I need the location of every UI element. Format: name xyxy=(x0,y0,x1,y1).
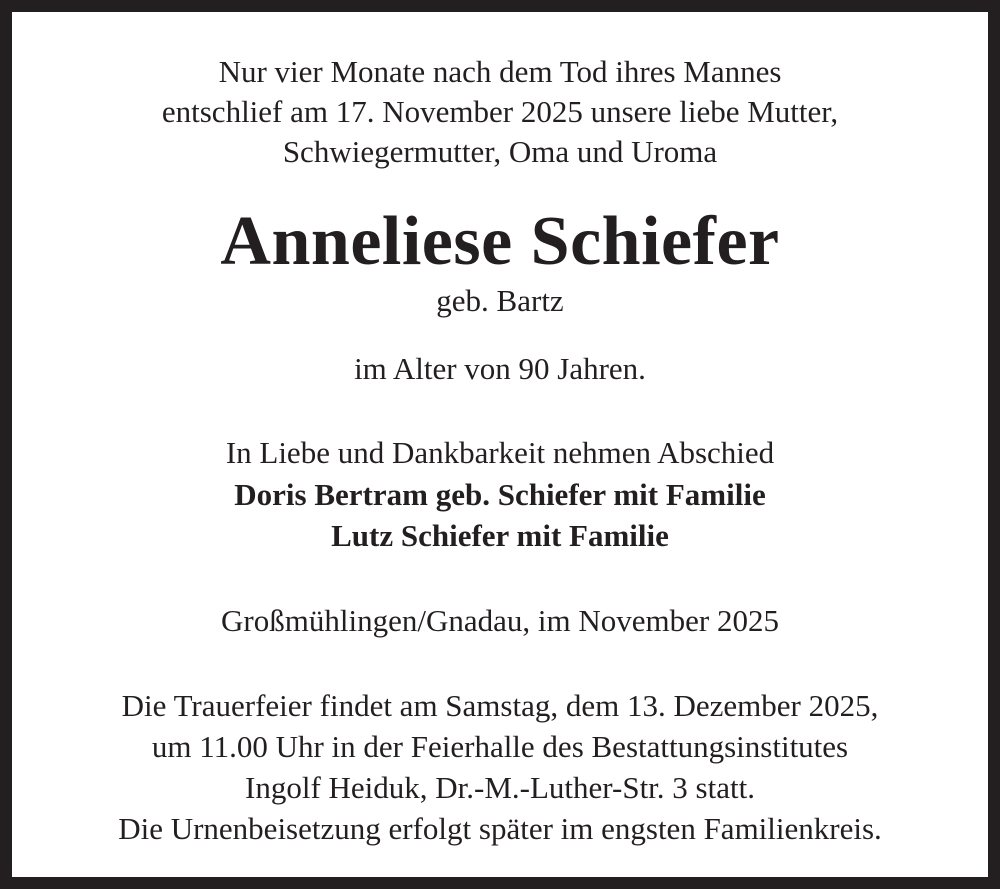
age-line: im Alter von 90 Jahren. xyxy=(354,351,646,386)
mourner-name: Doris Bertram geb. Schiefer mit Familie xyxy=(234,477,766,512)
funeral-info-line-2: um 11.00 Uhr in der Feierhalle des Bestattungsinstitutes xyxy=(151,729,849,764)
place-date: Großmühlingen/Gnadau, im November 2025 xyxy=(221,603,779,638)
intro-line-2: entschlief am 17. November 2025 unsere liebe Mutter, xyxy=(161,94,839,129)
intro-line-1: Nur vier Monate nach dem Tod ihres Mannes xyxy=(218,54,782,89)
deceased-name: Anneliese Schiefer xyxy=(220,203,780,280)
mourner-name: Lutz Schiefer mit Familie xyxy=(331,518,669,553)
birth-name: geb. Bartz xyxy=(436,283,564,318)
funeral-info-line-4: Die Urnenbeisetzung erfolgt später im engsten Familienkreis. xyxy=(118,811,882,846)
intro-line-3: Schwiegermutter, Oma und Uroma xyxy=(282,134,718,169)
funeral-info-line-1: Die Trauerfeier findet am Samstag, dem 13. Dezember 2025, xyxy=(121,688,879,723)
funeral-info-line-3: Ingolf Heiduk, Dr.-M.-Luther-Str. 3 statt. xyxy=(245,770,755,805)
mourners-intro: In Liebe und Dankbarkeit nehmen Abschied xyxy=(225,435,775,470)
